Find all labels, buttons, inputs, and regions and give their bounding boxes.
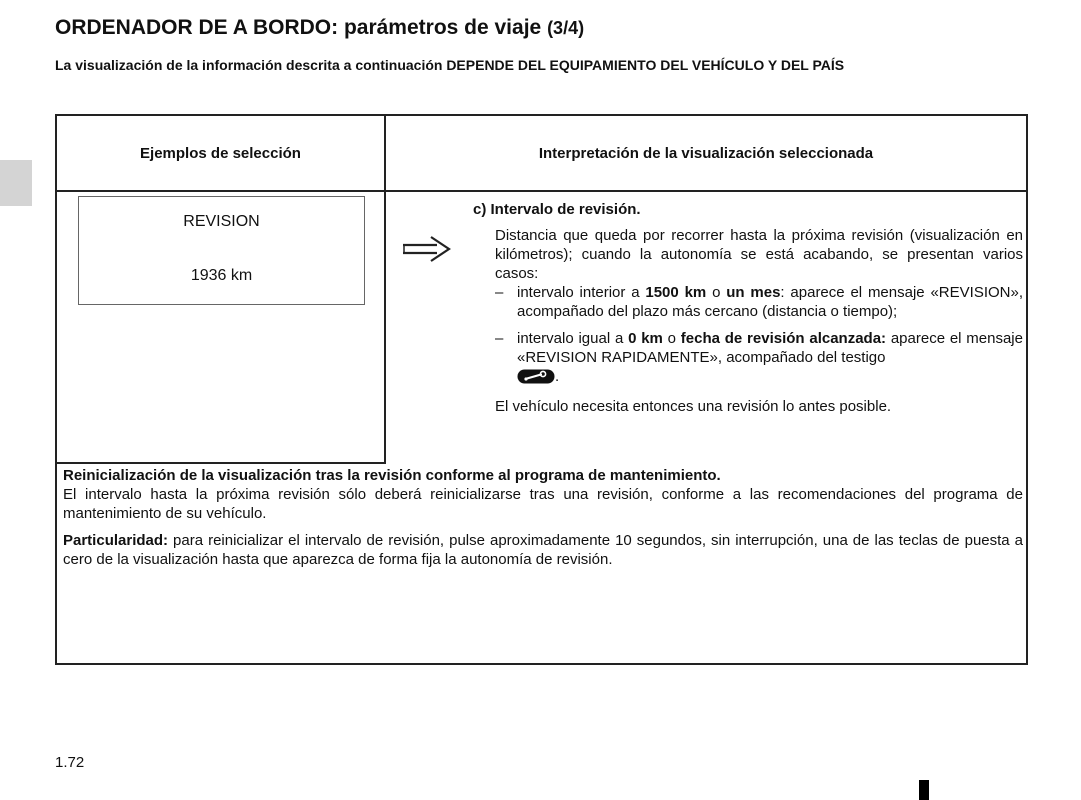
reset-paragraph: El intervalo hasta la próxima revisión sólo deberá reinicializarse tras una revisión, conforme a las recomendaciones del programa de mantenimiento de su vehículo.	[63, 486, 1023, 522]
page-title-main: ORDENADOR DE A BORDO: parámetros de viaje	[55, 16, 542, 39]
dashboard-display	[78, 196, 365, 305]
display-value: 1936 km	[190, 267, 253, 284]
display-label: REVISION	[183, 213, 260, 230]
page-number: 1.72	[55, 754, 85, 771]
intro-paragraph: Distancia que queda por recorrer hasta la próxima revisión (visualización en kilómetros); cuando la autonomía se está acabando, se presentan varios casos:	[495, 227, 1023, 282]
item2-bold-distance: 0 km	[628, 330, 663, 347]
bottom-notes	[63, 466, 1023, 569]
dash-marker: –	[495, 284, 504, 301]
page-edge-marker	[919, 780, 929, 800]
list-item	[473, 329, 1023, 389]
page-title	[55, 16, 584, 40]
dash-marker: –	[495, 330, 504, 347]
item2-bold-date: fecha de revisión alcanzada:	[680, 330, 887, 347]
closing-paragraph: El vehículo necesita entonces una revisión lo antes posible.	[495, 398, 892, 415]
item2-text-pre: intervalo igual a	[517, 330, 629, 347]
column-header-examples: Ejemplos de selección	[57, 116, 386, 190]
reset-heading: Reinicialización de la visualización tras la revisión conforme al programa de mantenimiento.	[63, 467, 721, 484]
particularity-paragraph	[63, 531, 1023, 569]
item2-text-end: .	[555, 368, 560, 385]
wrench-warning-lamp-icon	[517, 369, 555, 389]
list-item	[473, 283, 1023, 321]
side-tab-marker	[0, 160, 32, 206]
item1-text-mid: o	[706, 284, 727, 301]
page-subtitle: La visualización de la información descrita a continuación DEPENDE DEL EQUIPAMIENTO DEL VEHÍCULO Y DEL PAÍS	[55, 57, 845, 73]
particularity-label: Particularidad:	[63, 532, 169, 549]
item2-text-post: aparece el mensaje «REVISION RAPIDAMENTE», acompañado del testigo	[517, 330, 1023, 366]
item1-text-pre: intervalo interior a	[517, 284, 646, 301]
particularity-text: para reinicializar el intervalo de revisión, pulse aproximadamente 10 segundos, sin interrupción, una de las teclas de puesta a cero de la visualización hasta que aparezca de forma fija la autonomía de revisión.	[63, 532, 1023, 568]
examples-cell	[57, 192, 386, 464]
item2-text-mid: o	[662, 330, 681, 347]
page-title-part: (3/4)	[547, 18, 585, 38]
item1-text-post: : aparece el mensaje «REVISION», acompañado del plazo más cercano (distancia o tiempo);	[517, 284, 1023, 320]
interpretation-cell	[473, 200, 1023, 416]
double-arrow-icon	[401, 234, 453, 269]
table-header-row	[57, 116, 1026, 192]
item1-bold-time: un mes	[726, 284, 781, 301]
info-table	[55, 114, 1028, 665]
item1-bold-distance: 1500 km	[645, 284, 707, 301]
column-header-interpretation: Interpretación de la visualización seleccionada	[538, 144, 874, 162]
section-title: c) Intervalo de revisión.	[473, 201, 641, 218]
